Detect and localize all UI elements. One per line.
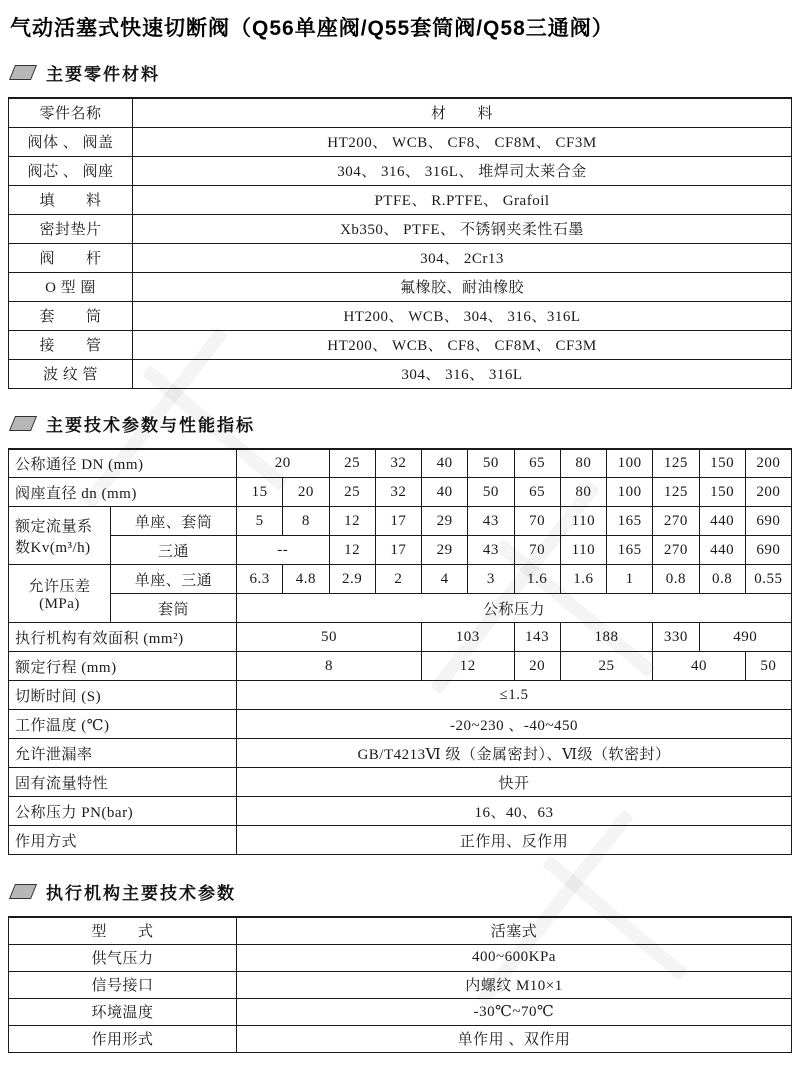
section-heading: 主要技术参数与性能指标	[46, 415, 255, 435]
table-cell: 固有流量特性	[9, 768, 237, 797]
table-cell: 103	[422, 623, 515, 652]
table-cell: 165	[607, 536, 653, 565]
table-cell: -30℃~70℃	[237, 998, 792, 1025]
table-cell: 25	[329, 449, 375, 478]
table-cell: 400~600KPa	[237, 944, 792, 971]
table-cell: 3	[468, 565, 514, 594]
table-cell: 12	[422, 652, 515, 681]
table-cell: 125	[653, 449, 699, 478]
table-cell: 330	[653, 623, 699, 652]
table-cell: 1.6	[560, 565, 606, 594]
table-cell: 阀座直径 dn (mm)	[9, 478, 237, 507]
table-cell: 50	[468, 449, 514, 478]
table-cell: 43	[468, 536, 514, 565]
table-row	[9, 127, 792, 156]
table-cell: 100	[607, 478, 653, 507]
table-cell: 200	[745, 478, 791, 507]
table-cell: 阀体 、 阀盖	[9, 127, 133, 156]
table-cell: 110	[560, 507, 606, 536]
table-cell: 80	[560, 449, 606, 478]
table-cell: HT200、 WCB、 304、 316、316L	[133, 301, 792, 330]
table-row	[9, 739, 792, 768]
table-cell: 188	[560, 623, 653, 652]
table-row	[9, 565, 792, 594]
table-row	[9, 826, 792, 855]
table-row	[9, 98, 792, 127]
table-cell: 29	[422, 536, 468, 565]
table-cell: 允许压差 (MPa)	[9, 565, 111, 623]
table-cell: 4.8	[283, 565, 329, 594]
table-row	[9, 623, 792, 652]
table-cell: 690	[745, 507, 791, 536]
table-cell: 50	[468, 478, 514, 507]
table-cell: 公称通径 DN (mm)	[9, 449, 237, 478]
table-cell: 50	[237, 623, 422, 652]
table-cell: 40	[422, 449, 468, 478]
parameters-table	[8, 448, 792, 856]
table-cell: 8	[283, 507, 329, 536]
materials-table	[8, 97, 792, 389]
table-row	[9, 507, 792, 536]
table-cell: 2	[375, 565, 421, 594]
table-cell: 150	[699, 449, 745, 478]
table-cell: HT200、 WCB、 CF8、 CF8M、 CF3M	[133, 330, 792, 359]
section-header-parameters	[12, 411, 792, 436]
table-cell: 公称压力 PN(bar)	[9, 797, 237, 826]
table-row	[9, 272, 792, 301]
table-cell: 正作用、反作用	[237, 826, 792, 855]
table-cell: 25	[329, 478, 375, 507]
table-cell: 单作用 、双作用	[237, 1025, 792, 1052]
table-cell: 143	[514, 623, 560, 652]
table-cell: 接 管	[9, 330, 133, 359]
section-marker-icon	[9, 65, 37, 80]
table-cell: 型 式	[9, 917, 237, 944]
table-cell: 304、 316、 316L	[133, 359, 792, 388]
table-cell: 270	[653, 507, 699, 536]
table-cell: 单座、套筒	[111, 507, 237, 536]
table-cell: 150	[699, 478, 745, 507]
table-row	[9, 768, 792, 797]
table-row	[9, 944, 792, 971]
table-row	[9, 681, 792, 710]
table-cell: 公称压力	[237, 594, 792, 623]
table-cell: 100	[607, 449, 653, 478]
page-title: 气动活塞式快速切断阀（Q56单座阀/Q55套筒阀/Q58三通阀）	[10, 17, 614, 40]
table-cell: 490	[699, 623, 792, 652]
table-cell: 允许泄漏率	[9, 739, 237, 768]
section-header-materials	[12, 60, 792, 85]
table-cell: 0.8	[653, 565, 699, 594]
table-cell: 2.9	[329, 565, 375, 594]
table-cell: 套 筒	[9, 301, 133, 330]
table-cell: 额定流量系数Kv(m³/h)	[9, 507, 111, 565]
table-cell: Xb350、 PTFE、 不锈钢夹柔性石墨	[133, 214, 792, 243]
table-cell: 110	[560, 536, 606, 565]
table-cell: 12	[329, 507, 375, 536]
table-cell: 执行机构有效面积 (mm²)	[9, 623, 237, 652]
table-cell: PTFE、 R.PTFE、 Grafoil	[133, 185, 792, 214]
table-cell: 0.55	[745, 565, 791, 594]
table-row	[9, 594, 792, 623]
table-cell: 填 料	[9, 185, 133, 214]
table-cell: 阀芯 、 阀座	[9, 156, 133, 185]
table-cell: 15	[237, 478, 283, 507]
table-cell: --	[237, 536, 330, 565]
table-cell: 内螺纹 M10×1	[237, 971, 792, 998]
table-row	[9, 359, 792, 388]
table-cell: 16、40、63	[237, 797, 792, 826]
table-cell: 440	[699, 507, 745, 536]
table-cell: 氟橡胶、耐油橡胶	[133, 272, 792, 301]
table-cell: 29	[422, 507, 468, 536]
table-cell: 32	[375, 478, 421, 507]
table-cell: -20~230 、-40~450	[237, 710, 792, 739]
table-cell: 1	[607, 565, 653, 594]
table-cell: 1.6	[514, 565, 560, 594]
table-cell: 200	[745, 449, 791, 478]
table-row	[9, 449, 792, 478]
table-row	[9, 998, 792, 1025]
table-cell: HT200、 WCB、 CF8、 CF8M、 CF3M	[133, 127, 792, 156]
table-cell: 0.8	[699, 565, 745, 594]
table-cell: 17	[375, 507, 421, 536]
table-cell: 20	[237, 449, 330, 478]
table-cell: 零件名称	[9, 98, 133, 127]
table-cell: 270	[653, 536, 699, 565]
table-cell: 25	[560, 652, 653, 681]
table-cell: 材 料	[133, 98, 792, 127]
table-cell: 4	[422, 565, 468, 594]
table-cell: 切断时间 (S)	[9, 681, 237, 710]
table-cell: 密封垫片	[9, 214, 133, 243]
actuator-table	[8, 916, 792, 1053]
table-cell: GB/T4213Ⅵ 级（金属密封）、Ⅵ级（软密封）	[237, 739, 792, 768]
table-cell: 40	[653, 652, 746, 681]
table-cell: 三通	[111, 536, 237, 565]
table-row	[9, 301, 792, 330]
section-heading: 执行机构主要技术参数	[46, 884, 236, 903]
table-cell: 690	[745, 536, 791, 565]
table-cell: O 型 圈	[9, 272, 133, 301]
section-marker-icon	[9, 884, 37, 899]
table-row	[9, 1025, 792, 1052]
table-cell: 17	[375, 536, 421, 565]
table-cell: 440	[699, 536, 745, 565]
table-cell: 5	[237, 507, 283, 536]
table-cell: 304、 316、 316L、 堆焊司太莱合金	[133, 156, 792, 185]
section-heading: 主要零件材料	[46, 65, 160, 84]
table-cell: 70	[514, 536, 560, 565]
section-marker-icon	[9, 416, 37, 431]
table-cell: 工作温度 (℃)	[9, 710, 237, 739]
table-cell: 43	[468, 507, 514, 536]
table-cell: 波 纹 管	[9, 359, 133, 388]
table-cell: ≤1.5	[237, 681, 792, 710]
table-cell: 作用方式	[9, 826, 237, 855]
table-row	[9, 536, 792, 565]
table-row	[9, 710, 792, 739]
table-cell: 65	[514, 449, 560, 478]
table-cell: 70	[514, 507, 560, 536]
table-row	[9, 917, 792, 944]
table-row	[9, 156, 792, 185]
table-row	[9, 330, 792, 359]
table-cell: 作用形式	[9, 1025, 237, 1052]
table-cell: 单座、三通	[111, 565, 237, 594]
table-cell: 12	[329, 536, 375, 565]
table-cell: 304、 2Cr13	[133, 243, 792, 272]
table-cell: 165	[607, 507, 653, 536]
table-cell: 额定行程 (mm)	[9, 652, 237, 681]
table-cell: 信号接口	[9, 971, 237, 998]
table-row	[9, 797, 792, 826]
table-cell: 供气压力	[9, 944, 237, 971]
table-cell: 65	[514, 478, 560, 507]
section-header-actuator	[12, 879, 792, 904]
table-row	[9, 243, 792, 272]
table-cell: 快开	[237, 768, 792, 797]
table-row	[9, 185, 792, 214]
table-cell: 6.3	[237, 565, 283, 594]
table-cell: 40	[422, 478, 468, 507]
table-cell: 20	[514, 652, 560, 681]
table-cell: 20	[283, 478, 329, 507]
table-cell: 活塞式	[237, 917, 792, 944]
table-cell: 125	[653, 478, 699, 507]
table-row	[9, 652, 792, 681]
table-row	[9, 478, 792, 507]
table-cell: 32	[375, 449, 421, 478]
table-cell: 环境温度	[9, 998, 237, 1025]
table-cell: 50	[745, 652, 791, 681]
table-cell: 8	[237, 652, 422, 681]
table-cell: 阀 杆	[9, 243, 133, 272]
table-row	[9, 971, 792, 998]
table-cell: 套筒	[111, 594, 237, 623]
table-cell: 80	[560, 478, 606, 507]
table-row	[9, 214, 792, 243]
